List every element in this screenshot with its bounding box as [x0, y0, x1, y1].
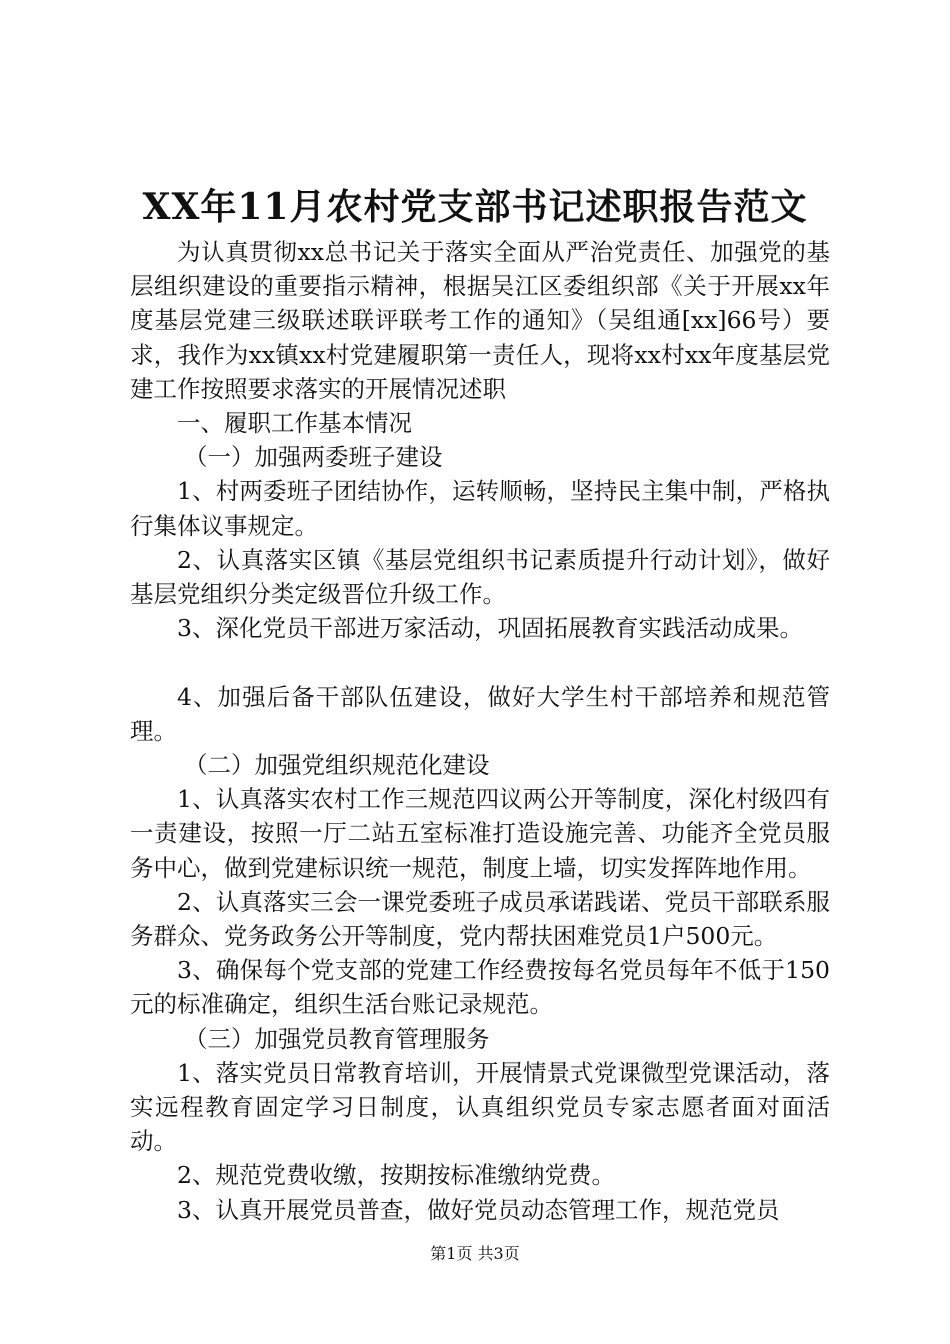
paragraph: 1、村两委班子团结协作，运转顺畅，坚持民主集中制，严格执行集体议事规定。 [130, 477, 830, 540]
paragraph: 1、认真落实农村工作三规范四议两公开等制度，深化村级四有一责建设，按照一厅二站五室标准打造设施完善、功能齐全党员服务中心，做到党建标识统一规范，制度上墙，切实发挥阵地作用。 [130, 785, 830, 882]
paragraph: 2、认真落实区镇《基层党组织书记素质提升行动计划》，做好基层党组织分类定级晋位升级工作。 [130, 545, 830, 609]
document-body [130, 235, 830, 1227]
subsection-heading: （二）加强党组织规范化建设 [184, 751, 490, 780]
page-footer: 第1页 共3页 [430, 1244, 520, 1263]
paragraph: 3、深化党员干部进万家活动，巩固拓展教育实践活动成果。 [177, 614, 803, 643]
section-heading: 一、履职工作基本情况 [177, 409, 412, 438]
subsection-heading: （一）加强两委班子建设 [184, 443, 443, 472]
paragraph: 3、确保每个党支部的党建工作经费按每名党员每年不低于150元的标准确定，组织生活台账记录规范。 [130, 956, 830, 1019]
paragraph: 3、认真开展党员普查，做好党员动态管理工作，规范党员 [177, 1195, 780, 1224]
intro-paragraph: 为认真贯彻xx总书记关于落实全面从严治党责任、加强党的基层组织建设的重要指示精神，根据吴江区委组织部《关于开展xx年度基层党建三级联述联评联考工作的通知》（吴组通[xx]66号）要求，我作为xx镇xx村党建履职第一责任人，现将xx村xx年度基层党建工作按照要求落实的开展情况述职 [130, 238, 830, 403]
paragraph: 2、规范党费收缴，按期按标准缴纳党费。 [177, 1161, 615, 1190]
paragraph: 2、认真落实三会一课党委班子成员承诺践诺、党员干部联系服务群众、党务政务公开等制度，党内帮扶困难党员1户500元。 [130, 887, 830, 951]
subsection-heading: （三）加强党员教育管理服务 [184, 1024, 490, 1053]
paragraph: 1、落实党员日常教育培训，开展情景式党课微型党课活动，落实远程教育固定学习日制度，认真组织党员专家志愿者面对面活动。 [130, 1058, 830, 1156]
paragraph: 4、加强后备干部队伍建设，做好大学生村干部培养和规范管理。 [130, 682, 830, 745]
document-title: XX年11月农村党支部书记述职报告范文 [142, 186, 808, 228]
